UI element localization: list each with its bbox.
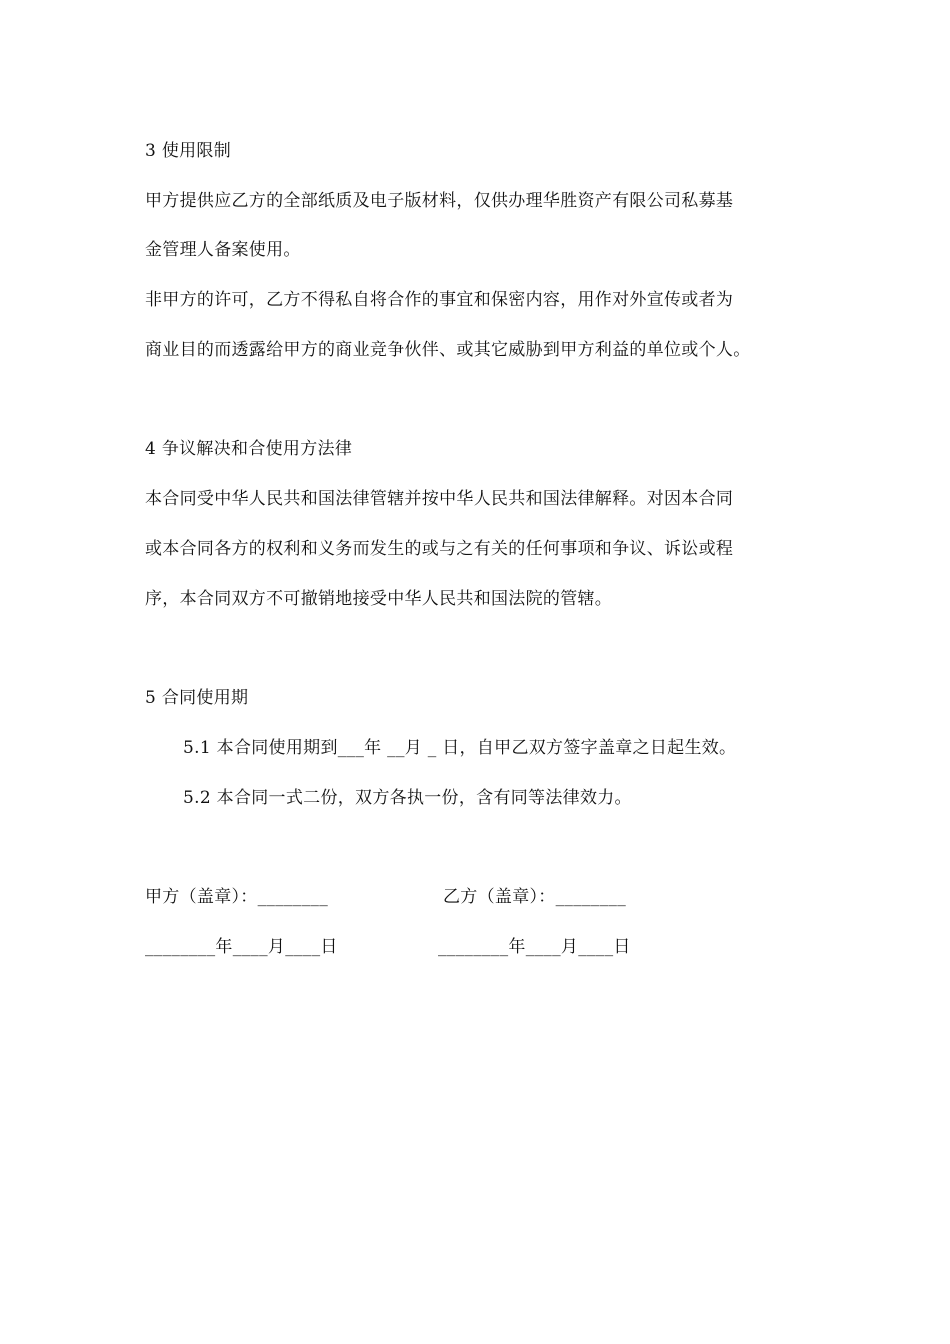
- section-4-paragraph-line-2: 或本合同各方的权利和义务而发生的或与之有关的任何事项和争议、诉讼或程: [145, 539, 734, 559]
- section-4-paragraph-line-1: 本合同受中华人民共和国法律管辖并按中华人民共和国法律解释。对因本合同: [145, 489, 734, 509]
- section-4-heading: 4 争议解决和合使用方法律: [145, 439, 353, 459]
- section-3-paragraph-2-line-1: 非甲方的许可，乙方不得私自将合作的事宜和保密内容，用作对外宣传或者为: [145, 290, 734, 310]
- section-3-paragraph-1-line-2: 金管理人备案使用。: [145, 240, 301, 260]
- party-b-date-line: ________年____月____日: [438, 937, 631, 957]
- section-3-heading: 3 使用限制: [145, 141, 232, 161]
- party-a-date-line: ________年____月____日: [145, 937, 338, 957]
- party-b-seal-line: 乙方（盖章）：________: [443, 887, 626, 907]
- section-4-paragraph-line-3: 序，本合同双方不可撤销地接受中华人民共和国法院的管辖。: [145, 589, 613, 609]
- party-a-seal-line: 甲方（盖章）：________: [145, 887, 328, 907]
- section-5-item-2: 5.2 本合同一式二份，双方各执一份，含有同等法律效力。: [183, 788, 632, 808]
- section-5-item-1: 5.1 本合同使用期到___年 __月 _ 日，自甲乙双方签字盖章之日起生效。: [183, 738, 737, 758]
- section-3-paragraph-2-line-2: 商业目的而透露给甲方的商业竞争伙伴、或其它威胁到甲方利益的单位或个人。: [145, 340, 751, 360]
- section-3-paragraph-1-line-1: 甲方提供应乙方的全部纸质及电子版材料，仅供办理华胜资产有限公司私募基: [145, 191, 734, 211]
- section-5-heading: 5 合同使用期: [145, 688, 249, 708]
